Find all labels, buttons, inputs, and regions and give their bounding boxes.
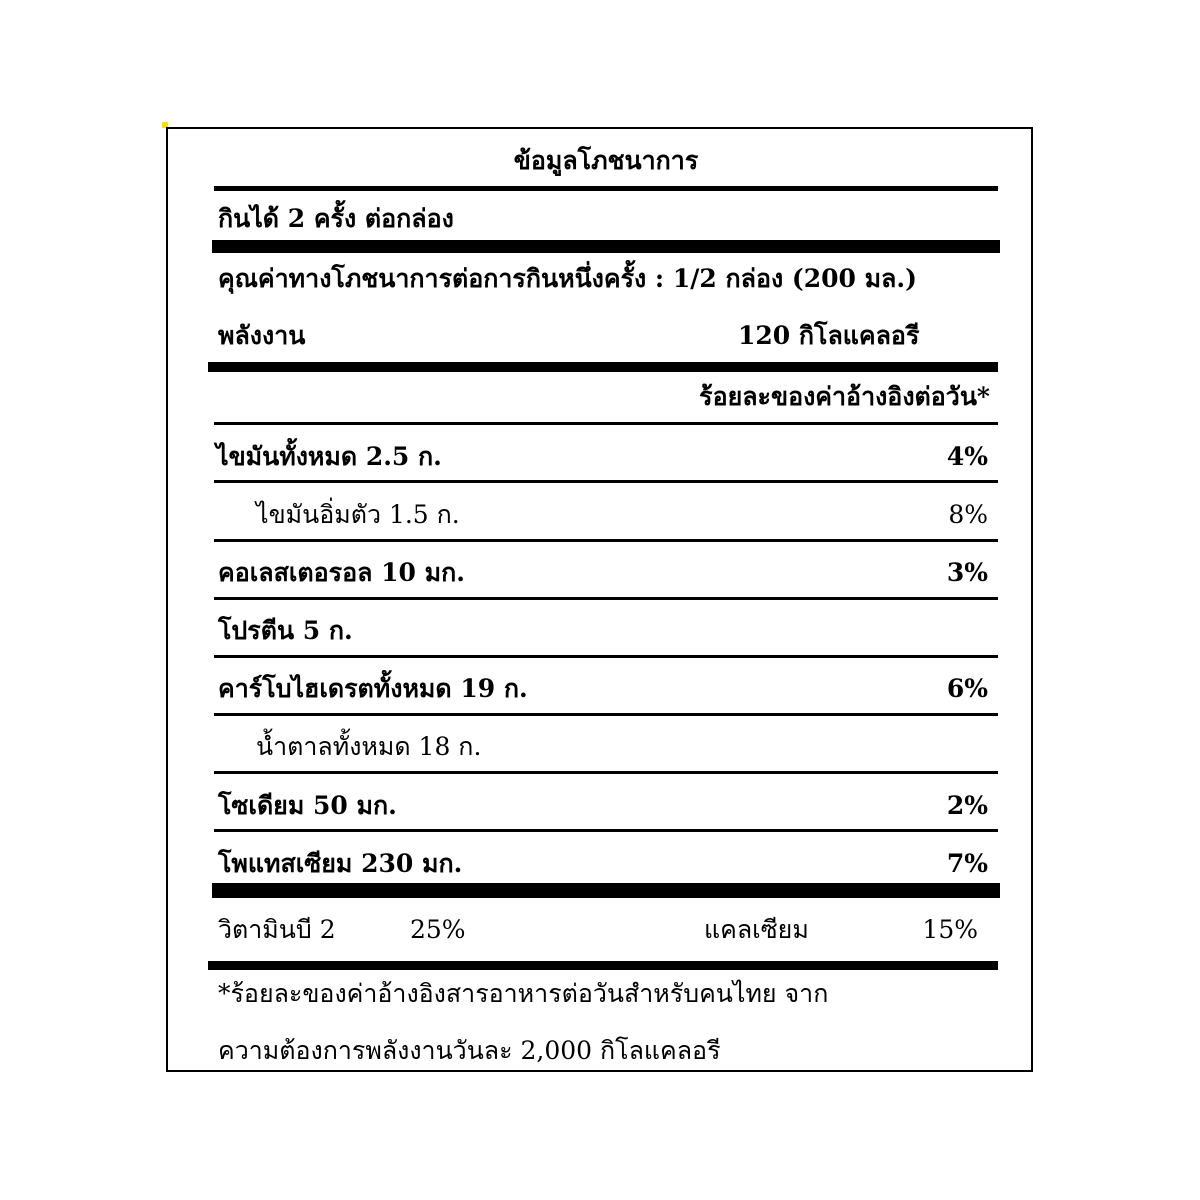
nutrient-label-sugar: น้ำตาลทั้งหมด 18 ก.	[256, 732, 482, 761]
rule-thick	[208, 362, 998, 372]
energy-value: 120 กิโลแคลอรี	[738, 321, 920, 350]
nutrient-percent-cholesterol: 3%	[946, 558, 988, 587]
calcium-label: แคลเซียม	[704, 915, 809, 944]
energy-label: พลังงาน	[218, 321, 306, 350]
rule-thick	[212, 240, 1000, 253]
nutrient-percent-carbohydrate: 6%	[946, 674, 988, 703]
rule-thin	[214, 655, 998, 658]
nutrient-percent-saturated-fat: 8%	[948, 500, 988, 529]
nutrient-label-carbohydrate: คาร์โบไฮเดรตทั้งหมด 19 ก.	[218, 674, 528, 703]
nutrient-label-potassium: โพแทสเซียม 230 มก.	[218, 849, 463, 878]
nutrition-facts-label	[166, 127, 1033, 1072]
vitamin-b2-label: วิตามินบี 2	[218, 915, 336, 944]
rule-thick	[208, 961, 998, 970]
serving-size: คุณค่าทางโภชนาการต่อการกินหนึ่งครั้ง : 1/2 กล่อง (200 มล.)	[218, 264, 917, 293]
rule-thick	[212, 883, 1000, 898]
nutrient-label-cholesterol: คอเลสเตอรอล 10 มก.	[218, 558, 465, 587]
rule-thin	[214, 480, 998, 483]
nutrient-label-total-fat: ไขมันทั้งหมด 2.5 ก.	[216, 442, 442, 471]
rule-thin	[214, 597, 998, 600]
nutrient-percent-sodium: 2%	[946, 791, 988, 820]
daily-value-header: ร้อยละของค่าอ้างอิงต่อวัน*	[699, 382, 990, 411]
vitamin-b2-percent: 25%	[410, 915, 466, 944]
rule-thin	[214, 539, 998, 542]
label-title: ข้อมูลโภชนาการ	[513, 146, 699, 175]
nutrient-label-sodium: โซเดียม 50 มก.	[218, 791, 397, 820]
rule-thin	[214, 829, 998, 832]
rule-thin	[214, 771, 998, 774]
nutrient-label-saturated-fat: ไขมันอิ่มตัว 1.5 ก.	[256, 500, 460, 529]
footnote-line-1: *ร้อยละของค่าอ้างอิงสารอาหารต่อวันสำหรับคนไทย จาก	[218, 979, 829, 1008]
nutrient-percent-potassium: 7%	[946, 849, 988, 878]
rule-thin	[214, 186, 998, 191]
rule-thin	[214, 713, 998, 716]
nutrient-label-protein: โปรตีน 5 ก.	[218, 616, 353, 645]
rule-thin	[214, 422, 998, 425]
nutrient-percent-total-fat: 4%	[946, 442, 988, 471]
calcium-percent: 15%	[922, 915, 978, 944]
footnote-line-2: ความต้องการพลังงานวันละ 2,000 กิโลแคลอรี	[218, 1036, 721, 1065]
servings-per-container: กินได้ 2 ครั้ง ต่อกล่อง	[218, 204, 454, 233]
